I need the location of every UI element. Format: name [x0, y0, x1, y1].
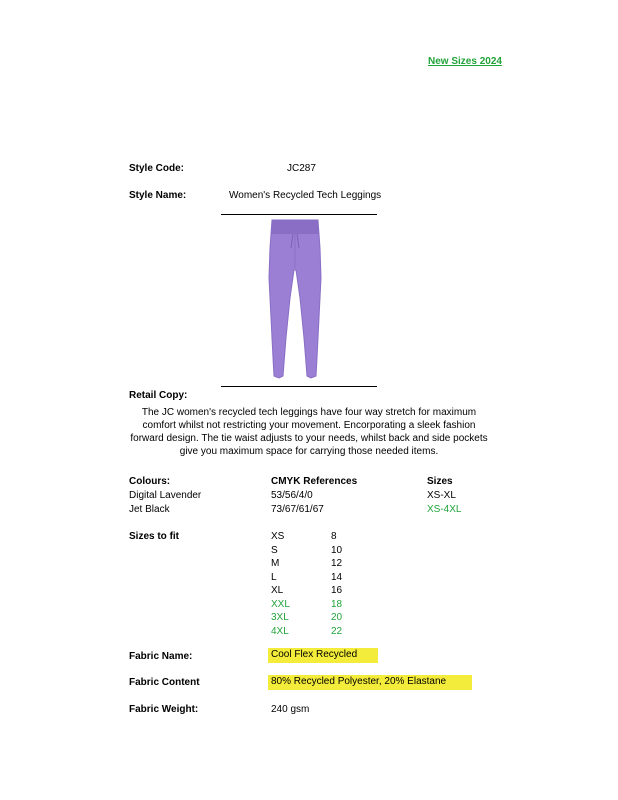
- fit-value: 16: [331, 585, 343, 596]
- size-value: M: [271, 558, 280, 569]
- style-code-label: Style Code:: [129, 163, 185, 174]
- style-name-label: Style Name:: [129, 190, 187, 201]
- fit-value-new: 20: [331, 612, 343, 623]
- fabric-name-value: Cool Flex Recycled: [271, 649, 358, 660]
- colour-cmyk: 73/67/61/67: [271, 504, 324, 515]
- size-value-new: 3XL: [271, 612, 289, 623]
- new-sizes-2024-link[interactable]: New Sizes 2024: [428, 56, 502, 67]
- leggings-waistband: [271, 220, 319, 234]
- fabric-content-highlight: [268, 675, 472, 690]
- size-value: XS: [271, 531, 285, 542]
- fit-value-new: 18: [331, 598, 343, 610]
- sizes-header: Sizes: [427, 476, 453, 487]
- fabric-name-label: Fabric Name:: [129, 651, 193, 662]
- style-name-value: Women's Recycled Tech Leggings: [229, 190, 382, 201]
- size-value-new: 4XL: [271, 625, 289, 637]
- size-value-new: XXL: [271, 598, 290, 610]
- fabric-content-value: 80% Recycled Polyester, 20% Elastane: [271, 676, 447, 687]
- fit-column: [331, 530, 342, 638]
- image-top-rule: [221, 214, 377, 215]
- leggings-product-image: [255, 218, 335, 384]
- fabric-weight-label: Fabric Weight:: [129, 704, 199, 715]
- cmyk-header: CMYK References: [271, 476, 358, 487]
- colour-sizes-new: XS-4XL: [427, 504, 462, 515]
- colour-name: Digital Lavender: [129, 490, 202, 501]
- fabric-weight-value: 240 gsm: [271, 704, 310, 715]
- fit-value: 12: [331, 558, 343, 569]
- size-value: XL: [271, 585, 284, 596]
- retail-copy-label: Retail Copy:: [129, 390, 188, 401]
- fabric-name-highlight: [268, 648, 378, 663]
- fit-value-new: 22: [331, 625, 343, 637]
- colour-name: Jet Black: [129, 504, 170, 515]
- style-code-value: JC287: [287, 163, 316, 174]
- sizes-to-fit-label: Sizes to fit: [129, 531, 180, 542]
- colour-cmyk: 53/56/4/0: [271, 490, 313, 501]
- size-column: [271, 530, 290, 638]
- size-value: L: [271, 571, 277, 583]
- colour-sizes: XS-XL: [427, 490, 456, 501]
- retail-copy-text: The JC women's recycled tech leggings have four way stretch for maximum comfort whilst not restricting your movement. Encorporating a sleek fashion forward design. The tie waist adjusts to your needs, whilst back and side pockets give you maximum space for carrying those needed items.: [130, 407, 488, 457]
- image-bottom-rule: [221, 386, 377, 387]
- size-value: S: [271, 544, 278, 556]
- colours-header: Colours:: [129, 476, 171, 487]
- fit-value: 14: [331, 571, 343, 583]
- fit-value: 10: [331, 544, 343, 556]
- fabric-content-label: Fabric Content: [129, 677, 200, 688]
- fit-value: 8: [331, 531, 337, 542]
